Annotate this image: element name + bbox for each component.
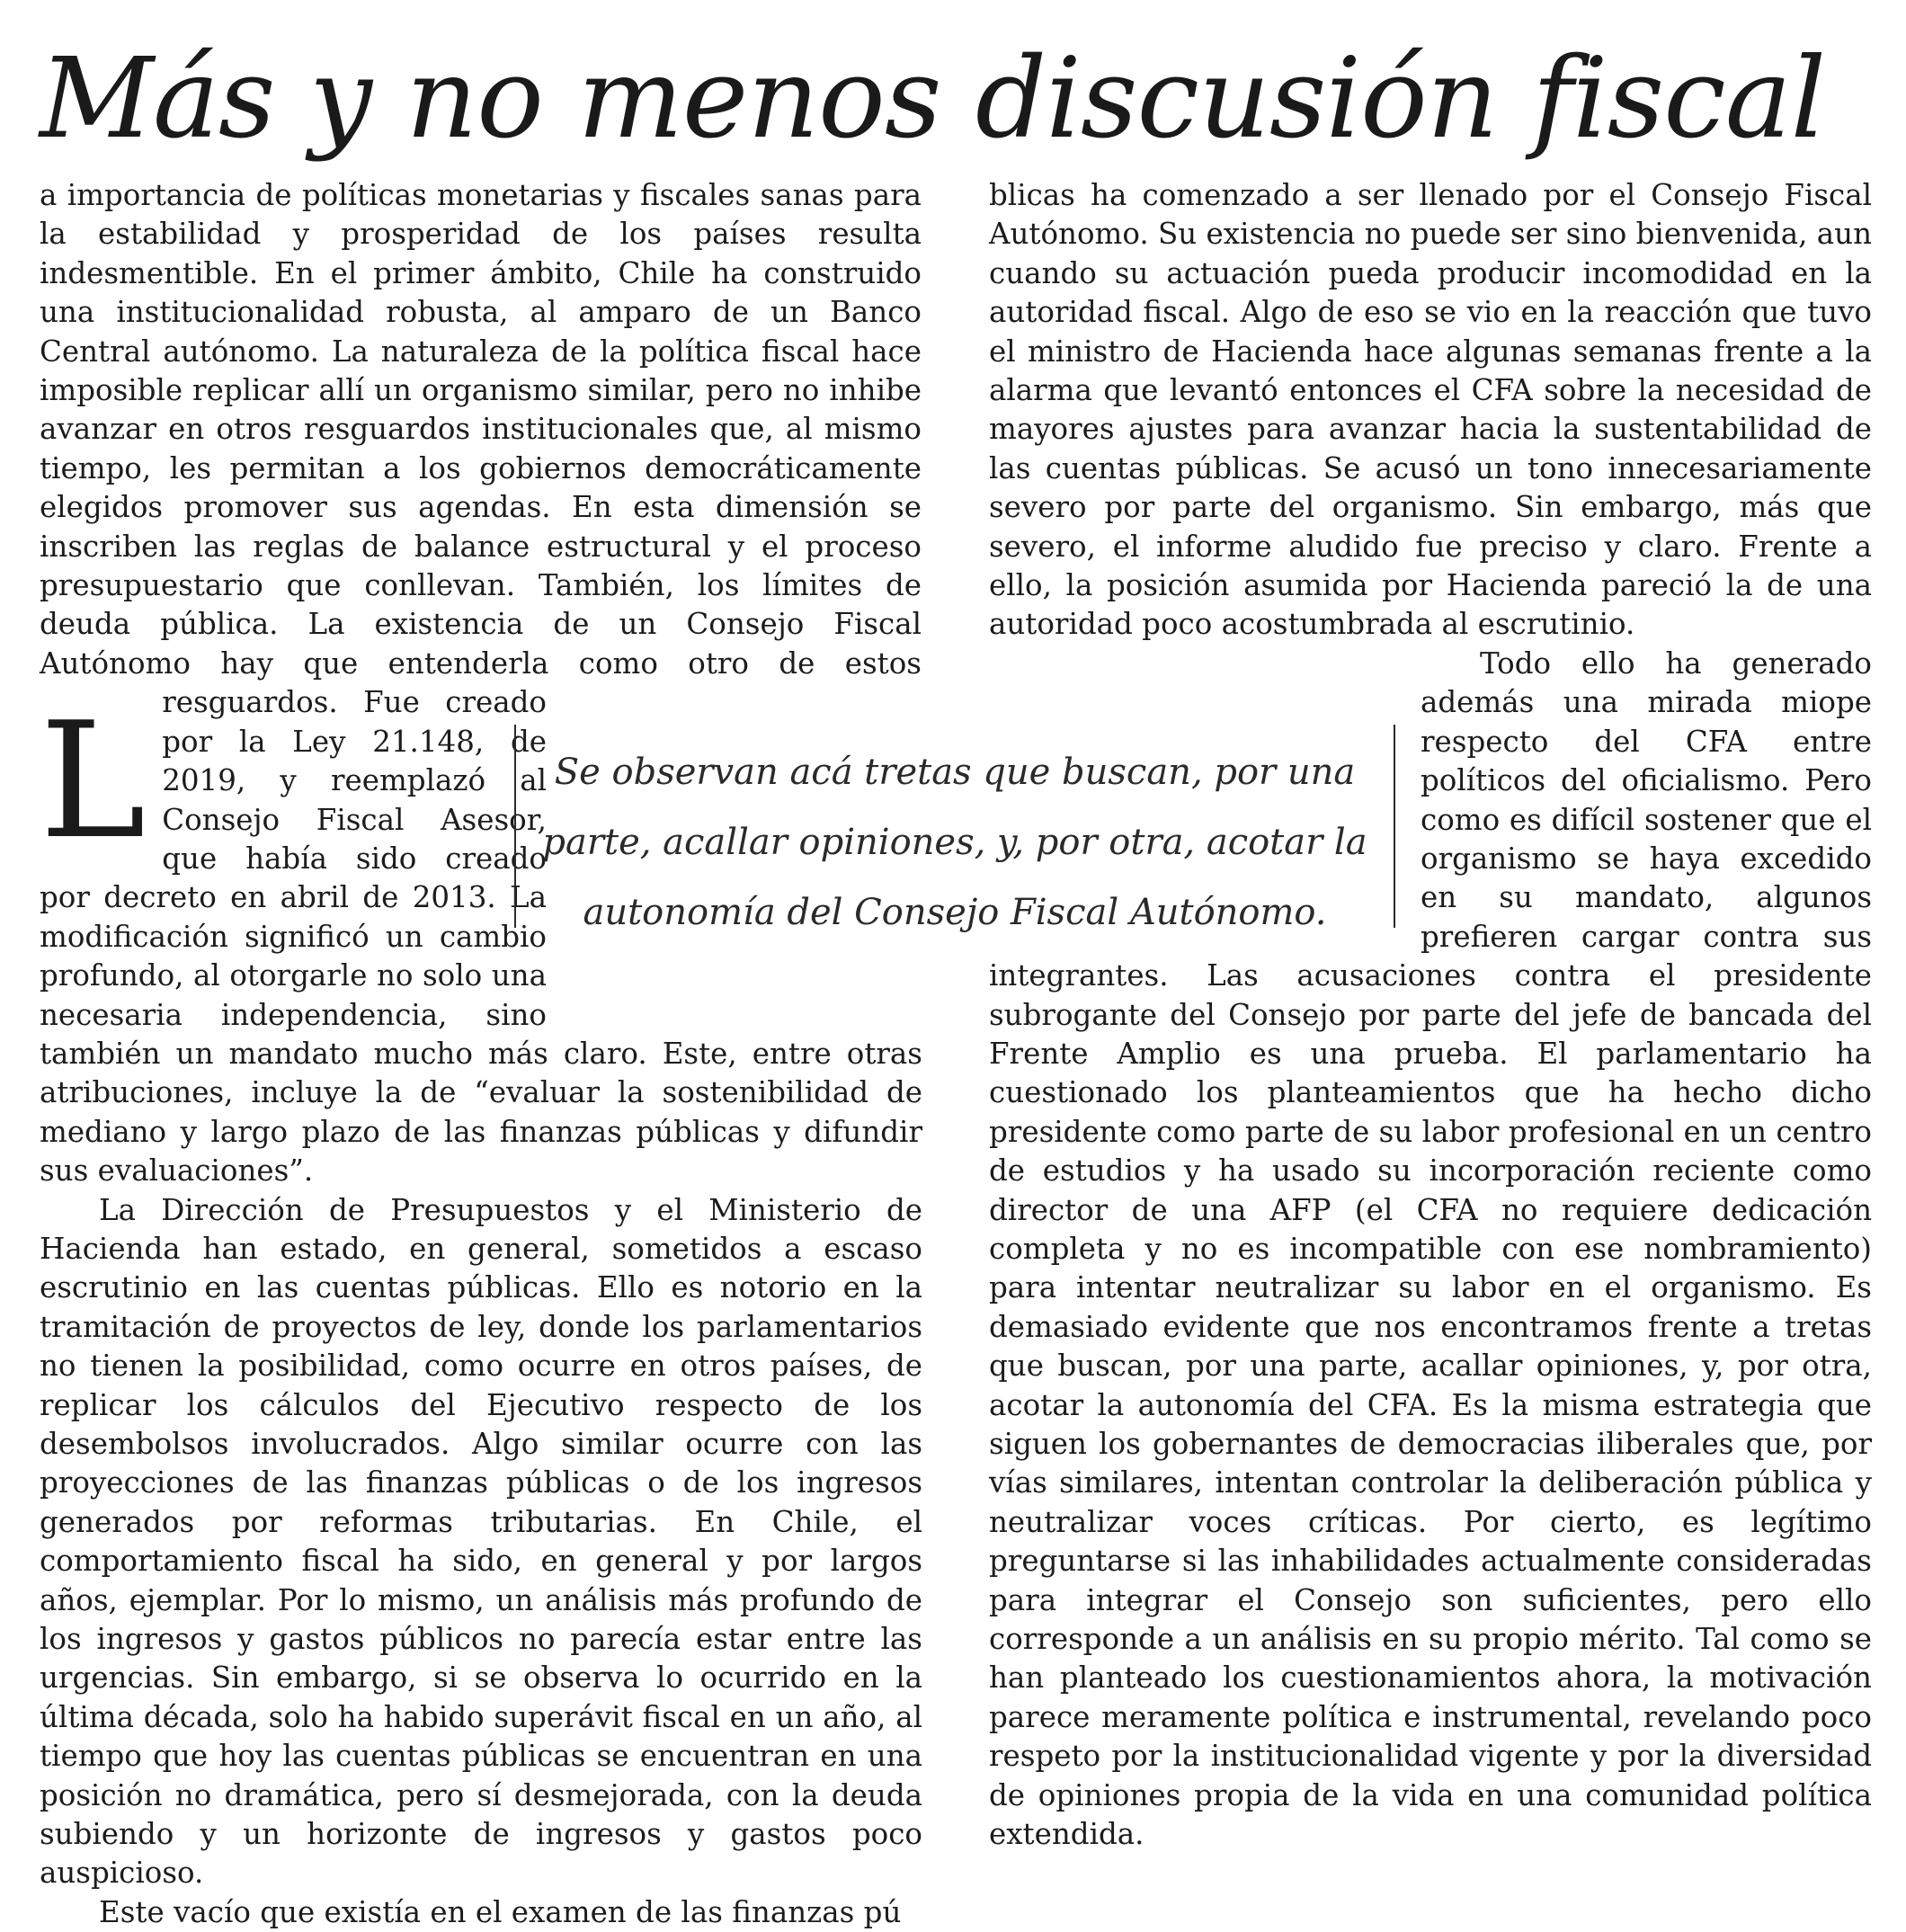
pull-quote-line-2: parte, acallar opiniones, y, por otra, acotar la	[542, 822, 1367, 863]
column-right	[989, 176, 1872, 1854]
headline: Más y no menos discusión fiscal	[40, 34, 1826, 164]
pull-quote	[514, 725, 1395, 933]
pull-quote-line-3: autonomía del Consejo Fiscal Autónomo.	[583, 892, 1327, 933]
drop-cap: L	[40, 688, 147, 874]
paragraph-3-start: Este vacío que existía en el examen de las finanzas pú	[99, 1894, 902, 1929]
paragraph-3-continued: blicas ha comenzado a ser llenado por el Consejo Fiscal Autónomo. Su existencia no puede ser sino bienvenida, aun cuando su actuación pueda producir incomodidad en la autoridad fiscal. Algo de eso se vio en la reacción que tuvo el ministro de Hacienda hace algunas semanas frente a la alarma que levantó entonces el CFA sobre la necesidad de mayores ajustes para avanzar hacia la sustentabilidad de las cuentas públicas. Se acusó un tono innecesariamente severo por parte del organismo. Sin embargo, más que severo, el informe aludido fue preciso y claro. Frente a ello, la posición asumida por Hacienda pareció la de una autoridad poco acostumbrada al escrutinio.	[989, 178, 1872, 642]
pull-quote-line-1: Se observan acá tretas que buscan, por una	[554, 752, 1356, 793]
paragraph-4: Todo ello ha generado además una mirada miope respecto del CFA entre políticos del oficialismo. Pero como es difícil sostener que el organismo se haya excedido en su mandato, algunos prefieren cargar contra sus integrantes. Las acusaciones contra el presidente subrogante del Consejo por parte del jefe de bancada del Frente Amplio es una prueba. El parlamentario ha cuestionado los planteamientos que ha hecho dicho presidente como parte de su labor profesional en un centro de estudios y ha usado su incorporación reciente como director de una AFP (el CFA no requiere dedicación completa y no es incompatible con ese nombramiento) para intentar neutralizar su labor en el organismo. Es demasiado evidente que nos encontramos frente a tretas que buscan, por una parte, acallar opiniones, y, por otra, acotar la autonomía del CFA. Es la misma estrategia que siguen los gobernantes de democracias iliberales que, por vías similares, intentan controlar la deliberación pública y neutralizar voces críticas. Por cierto, es legítimo preguntarse si las inhabilidades actualmente consideradas para integrar el Consejo son suficientes, pero ello corresponde a un análisis en su propio mérito. Tal como se han planteado los cuestionamientos ahora, la motivación parece meramente política e instrumental, revelando poco respeto por la institucionalidad vigente y por la diversidad de opiniones propia de la vida en una comunidad política extendida.	[989, 645, 1872, 1852]
paragraph-2: La Dirección de Presupuestos y el Ministerio de Hacienda han estado, en general, sometidos a escaso escrutinio en las cuentas públicas. Ello es notorio en la tramitación de proyectos de ley, donde los parlamentarios no tienen la posibilidad, como ocurre en otros países, de replicar los cálculos del Ejecutivo respecto de los desembolsos involucrados. Algo similar ocurre con las proyecciones de las finanzas públicas o de los ingresos generados por reformas tributarias. En Chile, el comportamiento fiscal ha sido, en general y por largos años, ejemplar. Por lo mismo, un análisis más profundo de los ingresos y gastos públicos no parecía estar entre las urgencias. Sin embargo, si se observa lo ocurrido en la última década, solo ha habido superávit fiscal en un año, al tiempo que hoy las cuentas públicas se encuentran en una posición no dramática, pero sí desmejorada, con la deuda subiendo y un horizonte de ingresos y gastos poco auspicioso.	[40, 1192, 922, 1891]
column-left	[40, 176, 922, 1932]
paragraph-1: L a importancia de políticas monetarias y fiscales sanas para la estabilidad y prosperidad de los países resulta indesmentible. En el primer ámbito, Chile ha construido una institucionalidad robusta, al amparo de un Banco Central autónomo. La naturaleza de la política fiscal hace imposible replicar allí un organismo similar, pero no inhibe avanzar en otros resguardos institucionales que, al mismo tiempo, les permitan a los gobiernos democráticamente elegidos promover sus agendas. En esta dimensión se inscriben las reglas de balance estructural y el proceso presupuestario que conllevan. También, los límites de deuda pública. La existencia de un Consejo Fiscal Autónomo hay que entenderla como otro de estos resguardos. Fue creado por la Ley 21.148, de 2019, y reemplazó al Consejo Fiscal Asesor, que había sido creado por decreto en abril de 2013. La modificación significó un cambio profundo, al otorgarle no solo una necesaria independencia, sino también un mandato mucho más claro. Este, entre otras atribuciones, incluye la de “evaluar la sostenibilidad de mediano y largo plazo de las finanzas públicas y difundir sus evaluaciones”.	[40, 178, 922, 1189]
